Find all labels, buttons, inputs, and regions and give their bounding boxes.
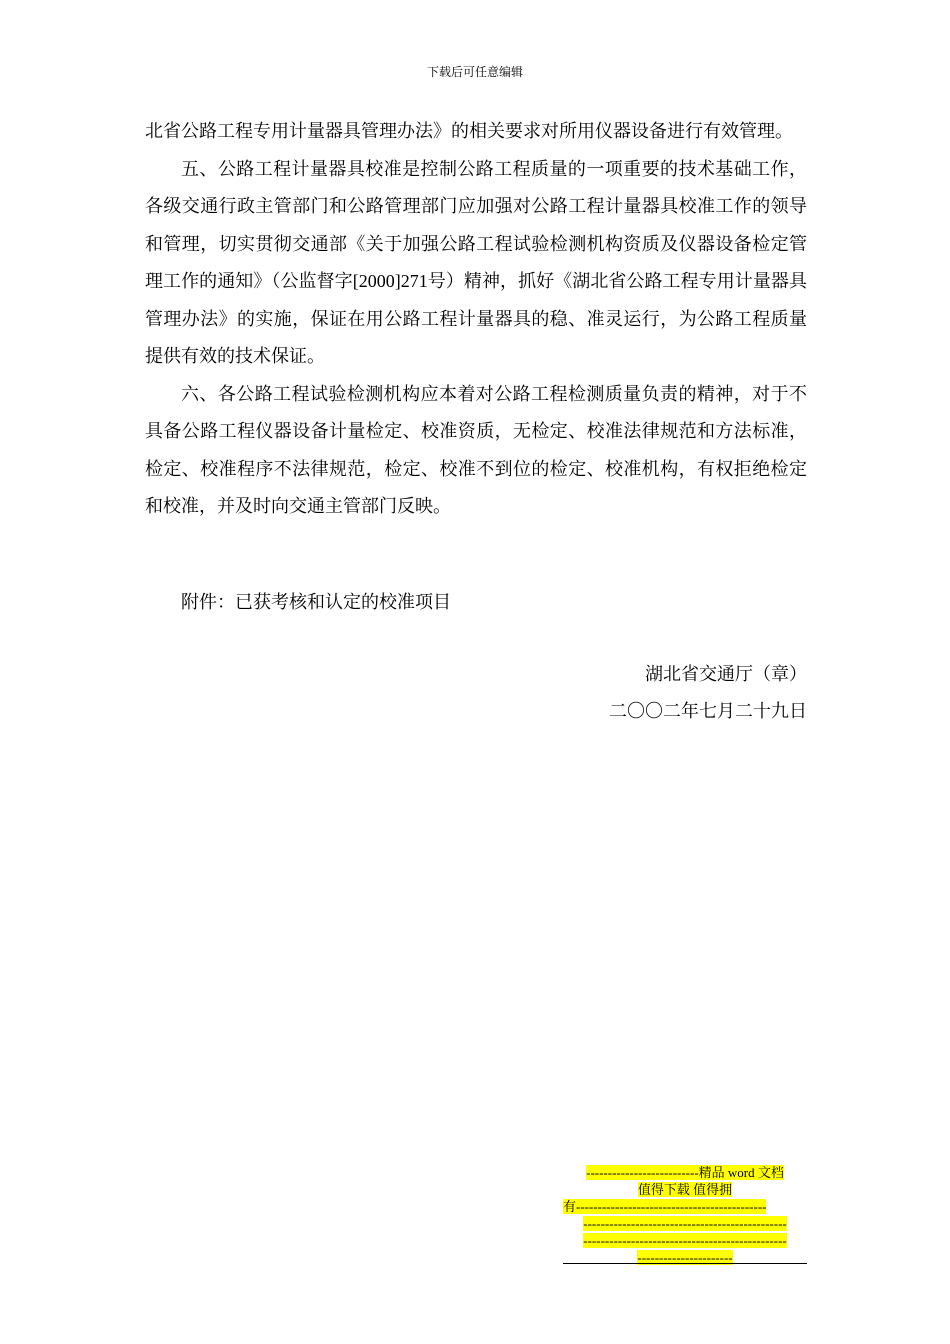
paragraph-continuation: 北省公路工程专用计量器具管理办法》的相关要求对所用仪器设备进行有效管理。 bbox=[145, 121, 793, 141]
signature-block bbox=[609, 656, 807, 730]
signature-org: 湖北省交通厅（章） bbox=[645, 664, 807, 684]
footer-line-1-text: --------------------------精品 word 文档 bbox=[586, 1165, 784, 1180]
footer-line-4 bbox=[563, 1215, 807, 1232]
signature-date: 二〇〇二年七月二十九日 bbox=[609, 701, 807, 721]
footer-line-3 bbox=[563, 1198, 807, 1215]
footer-watermark bbox=[563, 1164, 807, 1266]
footer-line-4-text: ----------------------------------------------- bbox=[583, 1216, 787, 1231]
page-header: 下载后可任意编辑 bbox=[426, 65, 523, 79]
footer-line-6-text: ---------------------- bbox=[637, 1250, 733, 1265]
footer-line-2-text: 值得下载 值得拥 bbox=[637, 1182, 733, 1197]
footer-divider bbox=[563, 1263, 807, 1264]
paragraph-item-6: 六、各公路工程试验检测机构应本着对公路工程检测质量负责的精神，对于不具备公路工程仪器设备计量检定、校准资质，无检定、校准法律规范和方法标准，检定、校准程序不法律规范，检定、校准不到位的检定、校准机构，有权拒绝检定和校准，并及时向交通主管部门反映。 bbox=[145, 383, 807, 516]
document-body bbox=[145, 113, 807, 526]
footer-line-2 bbox=[563, 1181, 807, 1198]
footer-line-3-text: 有-------------------------------------------- bbox=[563, 1199, 767, 1214]
footer-line-5-text: ----------------------------------------------- bbox=[583, 1233, 787, 1248]
footer-line-1 bbox=[563, 1164, 807, 1181]
footer-line-5 bbox=[563, 1232, 807, 1249]
attachment-line: 附件：已获考核和认定的校准项目 bbox=[181, 592, 451, 612]
paragraph-item-5: 五、公路工程计量器具校准是控制公路工程质量的一项重要的技术基础工作，各级交通行政主管部门和公路管理部门应加强对公路工程计量器具校准工作的领导和管理，切实贯彻交通部《关于加强公路工程试验检测机构资质及仪器设备检定管理工作的通知》（公监督字[2000]271号）精神，抓好《湖北省公路工程专用计量器具管理办法》的实施，保证在用公路工程计量器具的稳、准灵运行，为公路工程质量提供有效的技术保证。 bbox=[145, 158, 807, 366]
